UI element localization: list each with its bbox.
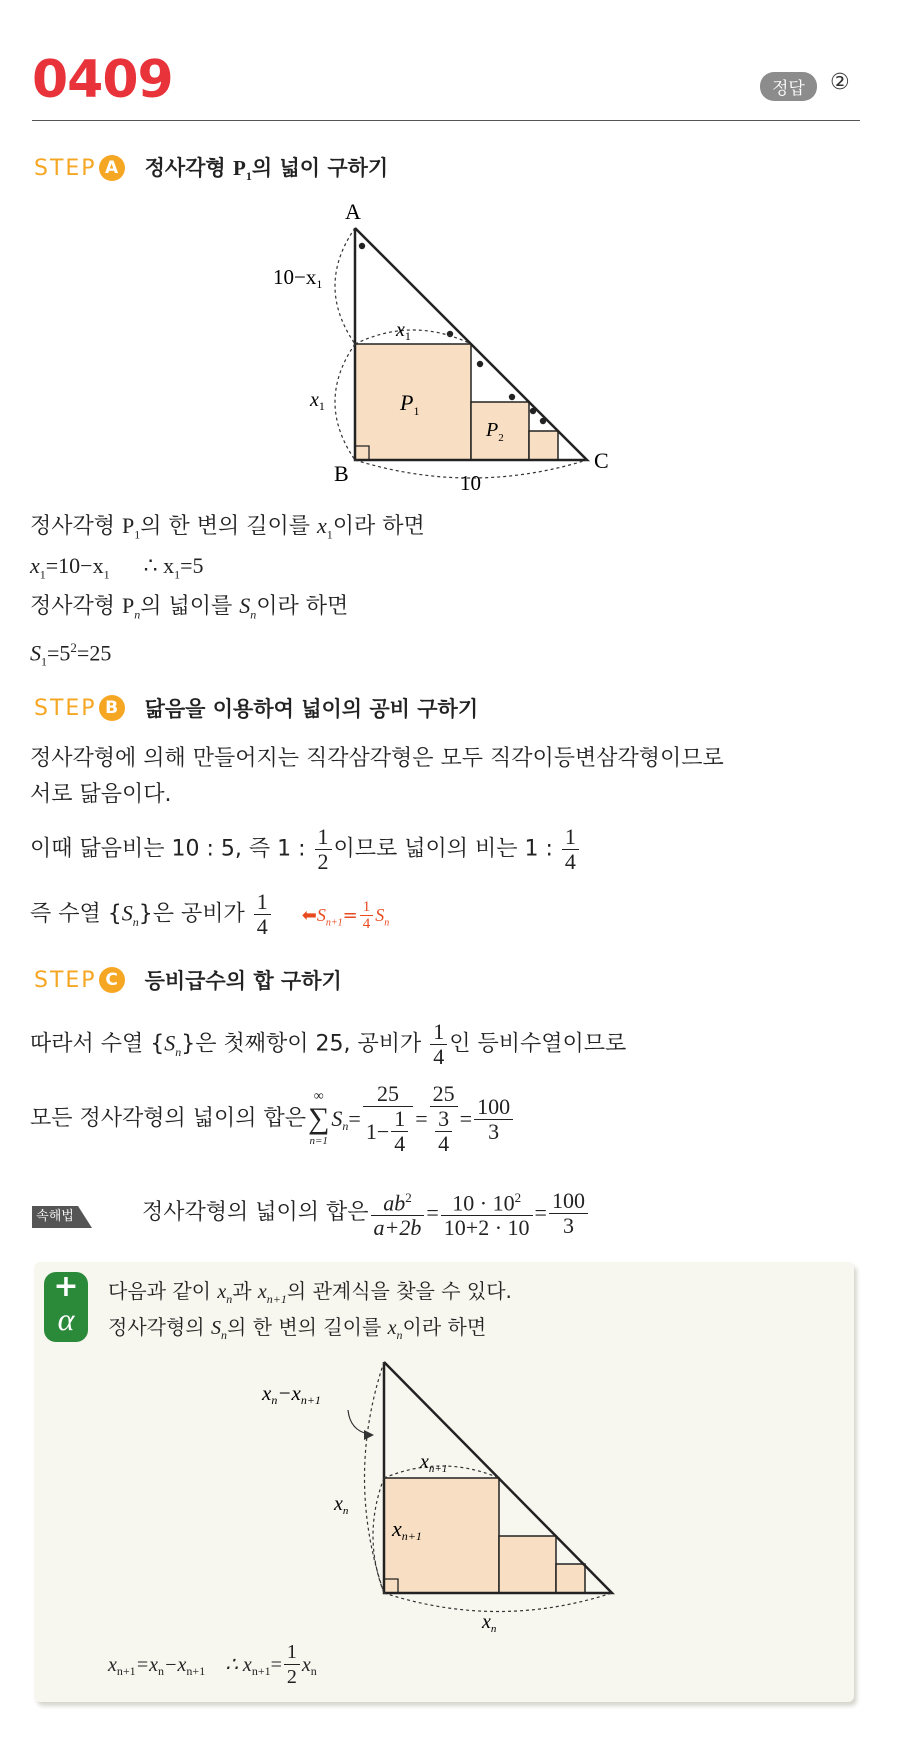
answer-value: ② — [830, 70, 850, 95]
step-c-line-2: 모든 정사각형의 넓이의 합은 ∞ ∑ n=1 S $_n$ = 25 1− $\frac{1}{4}$ = $\frac{25}{\frac{3}{4}}$ = $\frac{100}{3}$ — [30, 1082, 515, 1156]
answer-badge: 정답 — [760, 72, 817, 101]
p2-label: $P_2$ — [486, 419, 504, 444]
quick-method-line: 정사각형의 넓이의 합은 $\frac{ab^2}{a+2b}$ = $\frac{10 \cdot 10^2}{10+2 \cdot 10}$ = $\frac{100}{3}$ — [142, 1186, 590, 1240]
step-b-line-3: 이때 닮음비는 10 : 5, 즉 1 : $\frac{1}{2}$ 이므로 넓이의 비는 1 : $\frac{1}{4}$ — [30, 825, 581, 874]
triangle-figure — [260, 196, 630, 506]
ratio-note: $⬅S_{n+1}=$ $\frac{1}{4}$ $S_n$ — [301, 899, 390, 932]
quick-method-badge: 속해법 — [32, 1206, 78, 1228]
step-label: STEP — [34, 695, 97, 721]
step-letter-badge: B — [99, 695, 125, 721]
p1-label: $P_1$ — [400, 390, 420, 418]
step-a-line-2: $x_1=10-x_1$ ∴ $x_1=5$ — [30, 553, 204, 582]
inner-xn1-label: xn+1 — [392, 1516, 422, 1543]
left-top-length-label: 10−x1 — [273, 265, 323, 291]
vertex-c-label: C — [594, 448, 609, 473]
step-b-heading — [34, 693, 478, 723]
step-a-line-3: 정사각형 $P_n$의 넓이를 $S_n$이라 하면 — [30, 593, 349, 622]
problem-number: 0409 — [32, 50, 173, 110]
square-p2 — [471, 402, 529, 460]
recurrence-formula: x $_{n+1}$ =x $_n$ −x $_{n+1}$ ∴ x $_{n+1}$ = $\frac{1}{2}$ x $_n$ — [108, 1641, 317, 1688]
top-xn1-label: $x_{n+1}$ — [420, 1451, 448, 1475]
step-b-line-2: 서로 닮음이다. — [30, 782, 172, 807]
step-b-line-4: 즉 수열 $\{S_n\}$은 공비가 $\frac{1}{4}$ $⬅S_{n+1}=$ $\frac{1}{4}$ $S_n$ — [30, 889, 390, 939]
bottom-xn-label: $x_n$ — [482, 1611, 497, 1635]
left-x1-label: $x_1$ — [310, 389, 325, 413]
step-b-line-1: 정사각형에 의해 만들어지는 직각삼각형은 모두 직각이등변삼각형이므로 — [30, 746, 724, 771]
step-letter-badge: C — [99, 967, 125, 993]
square-medium — [499, 1536, 556, 1593]
plus-box-line-1: 다음과 같이 $x_n$과 $x_{n+1}$의 관계식을 찾을 수 있다. — [108, 1279, 512, 1306]
step-a-heading — [34, 152, 388, 184]
vertex-b-label: B — [334, 461, 349, 486]
square-p3 — [529, 431, 558, 460]
vertex-a-label: A — [345, 199, 361, 224]
badge-wedge — [78, 1206, 92, 1228]
top-difference-label: xn−xn+1 — [262, 1381, 321, 1407]
step-letter-badge: A — [99, 155, 125, 181]
header-divider — [32, 120, 860, 121]
recurrence-figure — [250, 1350, 630, 1640]
sigma-symbol: ∞ ∑ n=1 — [308, 1089, 330, 1147]
left-xn-label: $x_n$ — [334, 1493, 349, 1517]
step-title: 닮음을 이용하여 넓이의 공비 구하기 — [144, 697, 479, 721]
step-a-line-1: 정사각형 $P_1$의 한 변의 길이를 $x_1$이라 하면 — [30, 513, 425, 542]
plus-alpha-icon: + α — [44, 1272, 88, 1342]
arrow-left-icon: ⬅ — [301, 904, 317, 926]
bottom-length-label: 10 — [460, 471, 481, 495]
step-c-heading — [34, 965, 342, 995]
step-a-line-4: $S_1=5^2=25$ — [30, 640, 112, 669]
plus-box-line-2: 정사각형의 $S_n$의 한 변의 길이를 $x_n$이라 하면 — [108, 1315, 487, 1342]
step-title: 등비급수의 합 구하기 — [144, 969, 342, 993]
step-label: STEP — [34, 967, 97, 993]
top-x1-label: $x_1$ — [396, 319, 411, 343]
step-title: 정사각형 $P_1$의 넓이 구하기 — [144, 156, 389, 184]
square-small — [556, 1564, 585, 1593]
step-label: STEP — [34, 155, 97, 181]
step-c-line-1: 따라서 수열 $\{S_n\}$은 첫째항이 25, 공비가 $\frac{1}{4}$ 인 등비수열이므로 — [30, 1019, 627, 1069]
